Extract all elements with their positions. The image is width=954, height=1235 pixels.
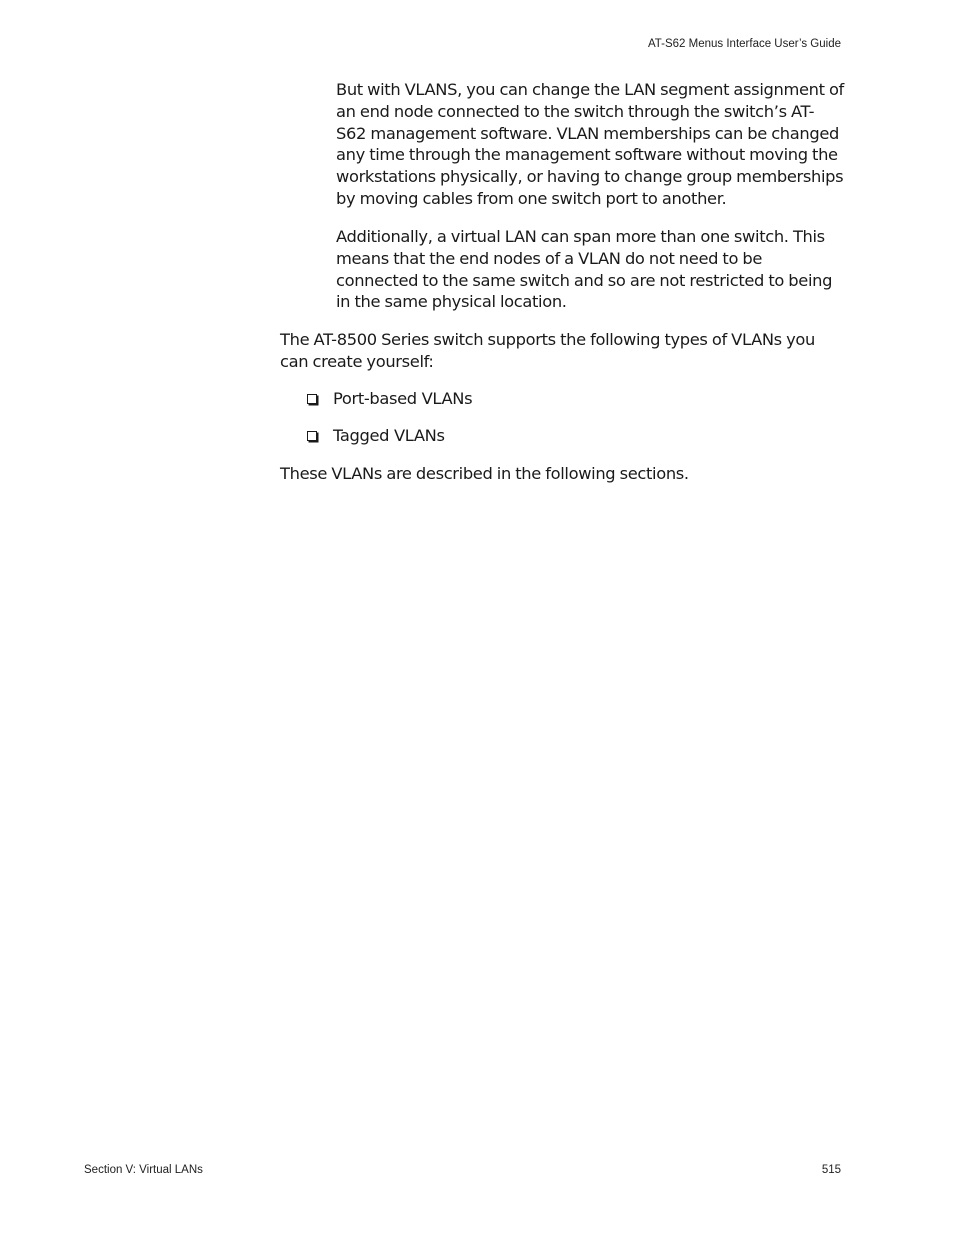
body-paragraph-supported-types: The AT-8500 Series switch supports the following types of VLANs you can create yourself: [280,330,816,371]
body-paragraph-closing: These VLANs are described in the following sections. [280,464,689,483]
checkbox-bullet-icon [307,394,317,404]
footer-section-title: Section V: Virtual LANs [84,1164,203,1176]
list-item-label: Port-based VLANs [333,389,473,408]
body-paragraph-span-switches: Additionally, a virtual LAN can span more than one switch. This means that the end nodes of a VLAN do not need to be connected to the same switch and so are not restricted to being in the same physical location. [336,227,833,312]
list-item [307,425,445,447]
list-item [307,388,472,410]
running-header-title: AT-S62 Menus Interface User’s Guide [647,38,841,50]
footer-page-number: 515 [821,1164,841,1176]
body-paragraph-vlan-assignment: But with VLANS, you can change the LAN segment assignment of an end node connected to the switch through the switch’s AT-S62 management software. VLAN memberships can be changed any time through the management software without moving the workstations physically, or having to change group memberships by moving cables from one switch port to another. [336,80,844,208]
checkbox-bullet-icon [307,431,317,441]
list-item-label: Tagged VLANs [333,426,445,445]
